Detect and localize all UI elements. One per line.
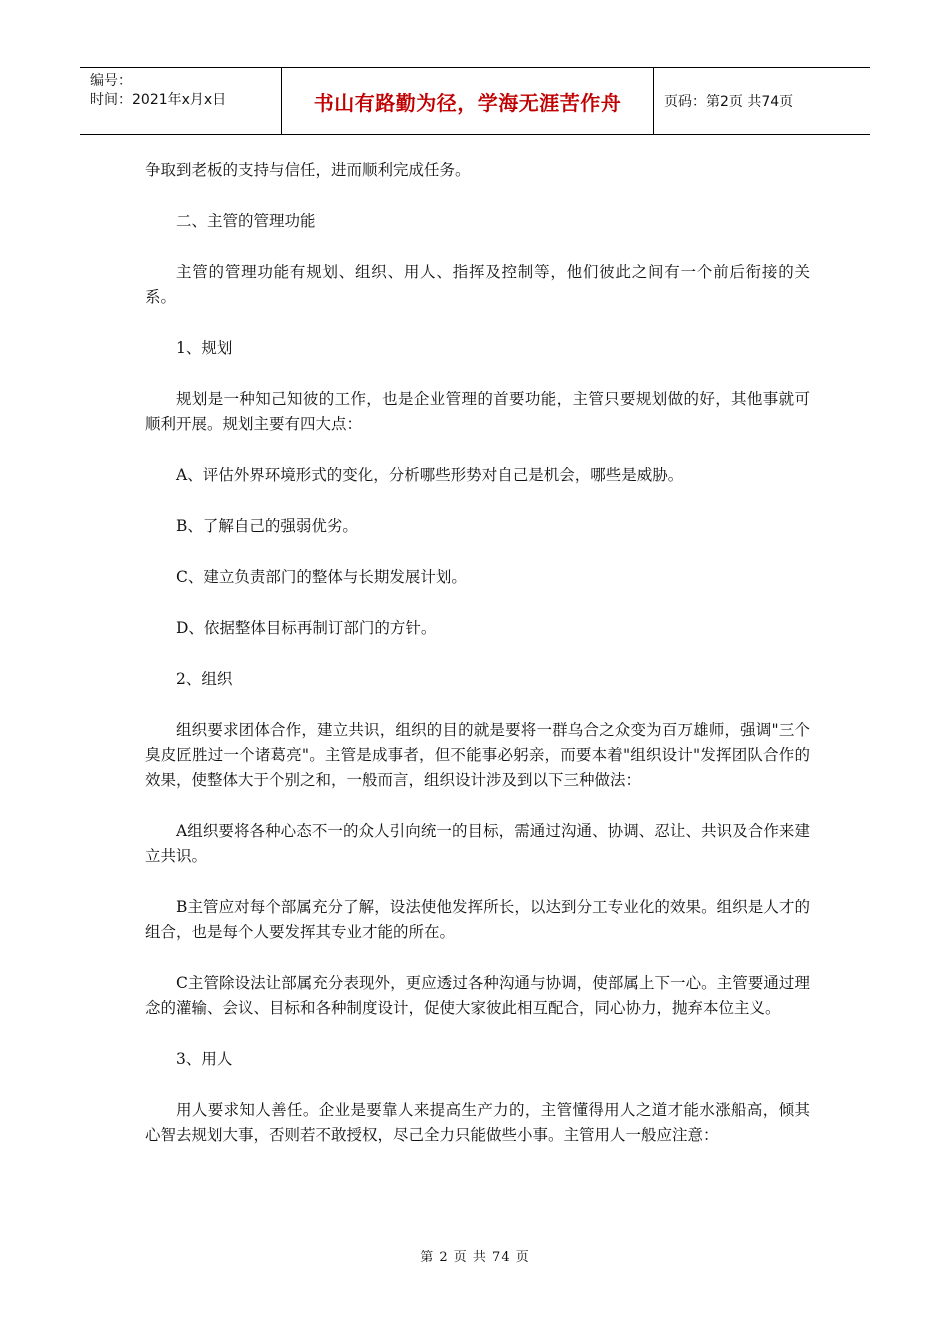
section-heading: 二、主管的管理功能	[176, 212, 316, 230]
list-item: B、了解自己的强弱优劣。	[176, 517, 358, 535]
list-item: D、依据整体目标再制订部门的方针。	[176, 619, 437, 637]
document-number-label: 编号：	[90, 73, 132, 89]
list-item: B主管应对每个部属充分了解，设法使他发挥所长，以达到分工专业化的效果。组织是人才的组合，也是每个人要发挥其专业才能的所在。	[145, 898, 810, 941]
list-item: C主管除设法让部属充分表现外，更应透过各种沟通与协调，使部属上下一心。主管要通过理念的灌输、会议、目标和各种制度设计，促使大家彼此相互配合，同心协力，抛弃本位主义。	[145, 974, 810, 1017]
list-item: C、建立负责部门的整体与长期发展计划。	[176, 568, 467, 586]
list-item: A组织要将各种心态不一的众人引向统一的目标，需通过沟通、协调、忍让、共识及合作来建立共识。	[145, 822, 810, 865]
subsection-heading: 1、规划	[176, 339, 233, 357]
header-motto: 书山有路勤为径，学海无涯苦作舟	[282, 68, 654, 134]
page-footer: 第 2 页 共 74 页	[420, 1250, 530, 1265]
document-body	[145, 158, 810, 1174]
paragraph: 规划是一种知己知彼的工作，也是企业管理的首要功能，主管只要规划做的好，其他事就可顺利开展。规划主要有四大点：	[145, 390, 810, 433]
list-item: A、评估外界环境形式的变化，分析哪些形势对自己是机会，哪些是威胁。	[176, 466, 684, 484]
paragraph: 组织要求团体合作，建立共识，组织的目的就是要将一群乌合之众变为百万雄师，强调"三个臭皮匠胜过一个诸葛亮"。主管是成事者，但不能事必躬亲，而要本着"组织设计"发挥团队合作的效果，使整体大于个别之和，一般而言，组织设计涉及到以下三种做法：	[145, 721, 810, 789]
header-page-info: 页码：第2页 共74页	[664, 94, 794, 110]
paragraph-continuation: 争取到老板的支持与信任，进而顺利完成任务。	[145, 161, 471, 179]
page-header	[80, 67, 870, 135]
subsection-heading: 3、用人	[176, 1050, 233, 1068]
paragraph: 主管的管理功能有规划、组织、用人、指挥及控制等，他们彼此之间有一个前后衔接的关系。	[145, 263, 810, 306]
header-meta	[80, 68, 282, 134]
document-date: 时间：2021年x月x日	[90, 92, 227, 108]
paragraph: 用人要求知人善任。企业是要靠人来提高生产力的，主管懂得用人之道才能水涨船高，倾其心智去规划大事，否则若不敢授权，尽己全力只能做些小事。主管用人一般应注意：	[145, 1101, 810, 1144]
subsection-heading: 2、组织	[176, 670, 233, 688]
